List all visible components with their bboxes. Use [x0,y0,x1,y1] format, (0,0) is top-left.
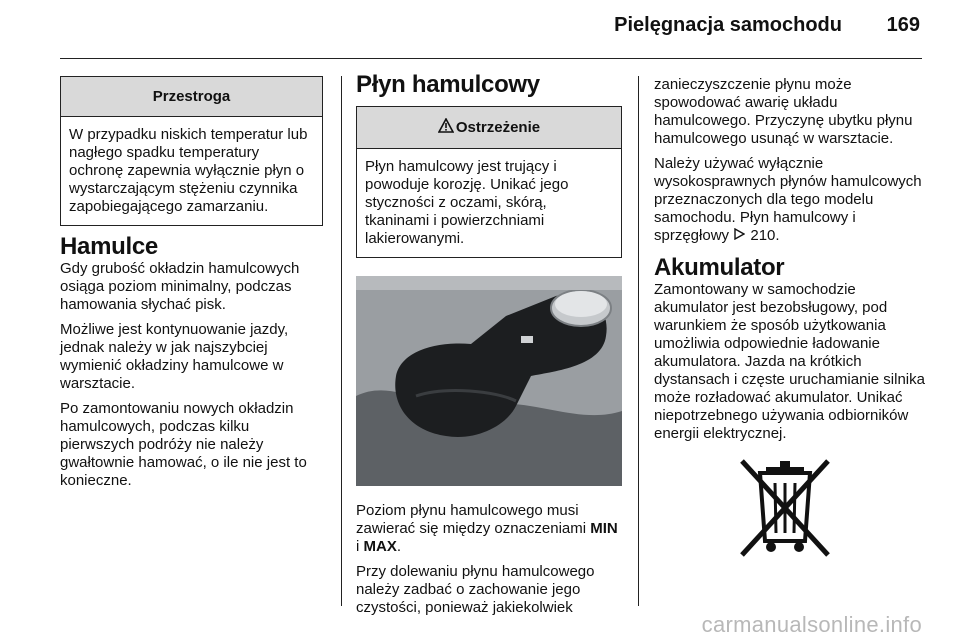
warning-triangle-icon [438,118,454,138]
column-right [654,76,926,564]
page-number: 169 [886,14,920,36]
header-rule [60,58,922,59]
brake-fluid-reservoir-photo [356,276,622,486]
brake-fluid-level-text: Poziom płynu hamulcowego musi zawierać się między oznaczeniami [356,502,591,537]
page-reference[interactable]: 210 [750,227,776,244]
warning-box-body [357,149,621,257]
period-2: . [775,227,780,244]
brakes-paragraph-1: Gdy grubość okładzin hamulcowych osiąga poziom minimalny, podczas hamowania słychać pisk. [60,260,300,313]
brake-fluid-level-paragraph [356,502,622,556]
brakes-paragraph-3: Po zamontowaniu nowych okładzin hamulcowych, podczas kilku pierwszych podróży nie należy gwałtownie hamować, o ile nie jest to konieczne. [60,400,307,489]
crossed-bin-icon [736,457,926,564]
warning-box-text: Płyn hamulcowy jest trujący i powoduje korozję. Unikać jego styczności z oczami, skórą, tkaninami i powierzchniami lakierowanymi. [365,158,569,247]
column-left [60,76,323,497]
brakes-paragraph-2: Możliwe jest kontynuowanie jazdy, jednak należy w jak najszybciej wymienić okładziny hamulcowe w warsztacie. [60,321,289,392]
warning-box-header [357,107,621,149]
column-divider-2 [638,76,639,606]
max-mark: MAX [363,538,397,555]
warning-box-title: Ostrzeżenie [455,118,541,136]
caution-box-text: W przypadku niskich temperatur lub nagłego spadku temperatury ochronę zapewnia wyłącznie płyn o wystarczającym stężeniu czynnika zapobiegającego zamarzaniu. [69,126,308,215]
warning-box [356,106,622,258]
and-word: i [356,538,364,555]
min-mark: MIN [590,520,618,537]
caution-box [60,76,323,226]
period: . [396,538,402,555]
brake-fluid-heading: Płyn hamulcowy [356,71,540,98]
caution-box-title: Przestroga [61,77,322,117]
brake-fluid-refill-paragraph: Przy dolewaniu płynu hamulcowego należy zadbać o zachowanie jego czystości, ponieważ jakiekolwiek [356,563,595,616]
battery-paragraph: Zamontowany w samochodzie akumulator jest bezobsługowy, pod warunkiem że sposób użytkowania umożliwia odpowiednie ładowanie akumulatora. Jazda na krótkich dystansach i częste uruchamianie silnika może rozładować akumulator. Unikać niepotrzebnego używania odbiorników energii elektrycznej. [654,281,925,443]
brake-fluid-type-text: Należy używać wyłącznie wysokosprawnych płynów hamulcowych przeznaczonych dla tego modelu samochodu. Płyn hamulcowy i sprzęgłowy [654,155,922,244]
column-divider-1 [341,76,342,606]
header-title: Pielęgnacja samochodu [614,14,842,36]
reference-arrow-icon [734,227,745,245]
battery-heading: Akumulator [654,254,785,282]
caution-box-body [61,117,322,225]
brake-fluid-contamination-paragraph: zanieczyszczenie płynu może spowodować awarię układu hamulcowego. Przyczynę ubytku płynu hamulcowego usunąć w warsztacie. [654,76,913,147]
brake-fluid-type-paragraph [654,155,926,245]
watermark: carmanualsonline.info [701,612,922,637]
column-middle [356,71,622,624]
brakes-heading: Hamulce [60,233,158,260]
